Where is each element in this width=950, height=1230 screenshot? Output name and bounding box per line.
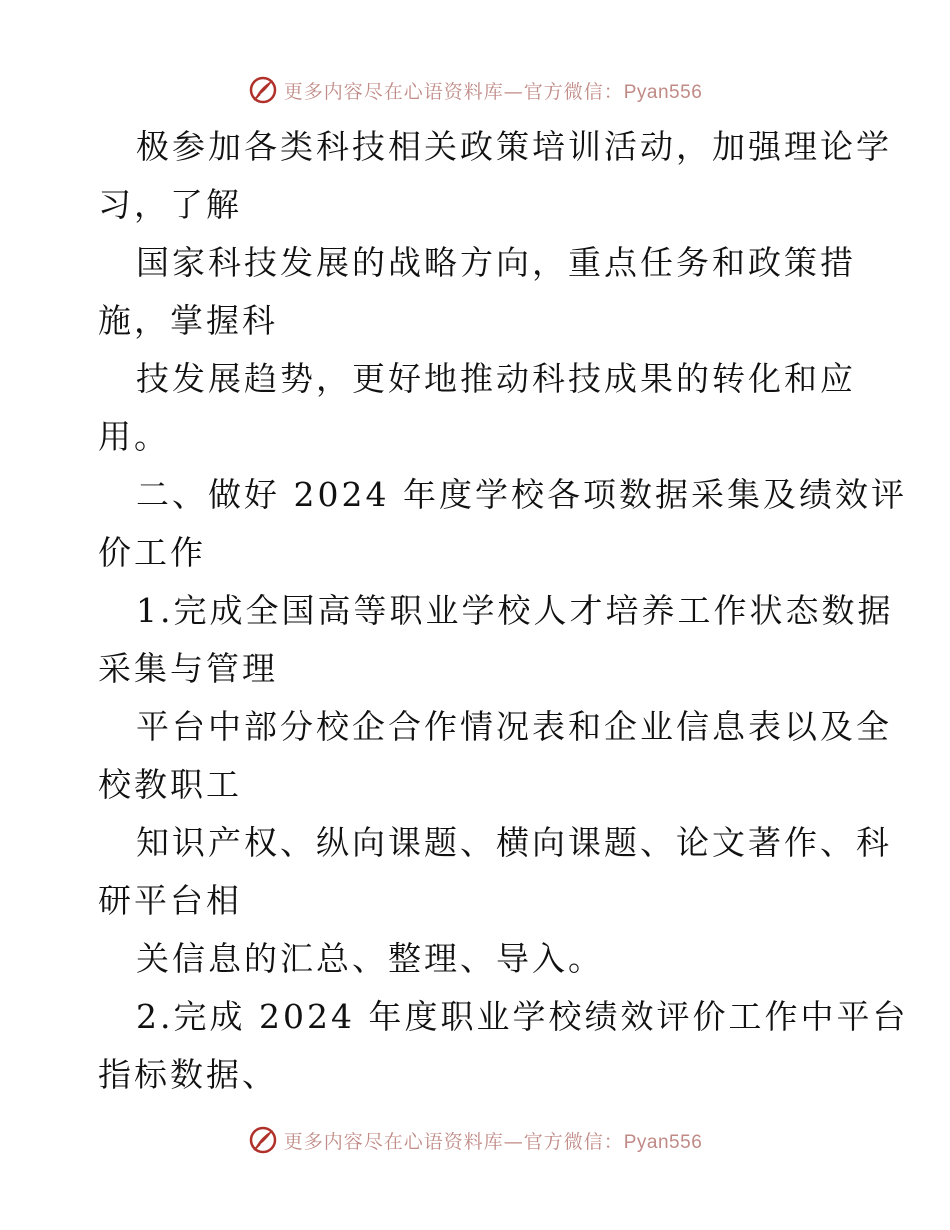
paragraph: 国家科技发展的战略方向，重点任务和政策措 施，掌握科 [98,243,856,340]
list-item: 1.完成全国高等职业学校人才培养工作状态数据 采集与管理 [98,591,894,688]
paragraph: 技发展趋势，更好地推动科技成果的转化和应 用。 [98,359,856,456]
watermark-text: 更多内容尽在心语资料库—官方微信：Pyan556 [283,1130,703,1153]
paragraph: 平台中部分校企合作情况表和企业信息表以及全 校教职工 [98,707,892,804]
paragraph: 知识产权、纵向课题、横向课题、论文著作、科 研平台相 [98,823,892,920]
list-item: 2.完成 2024 年度职业学校绩效评价工作中平台 指标数据、 [98,997,909,1094]
watermark-text: 更多内容尽在心语资料库—官方微信：Pyan556 [283,80,703,103]
header-watermark [0,70,950,110]
document-body [98,118,909,1104]
footer-watermark [0,1120,950,1160]
watermark-wechat-id: Pyan556 [623,81,703,103]
paragraph: 极参加各类科技相关政策培训活动，加强理论学 习，了解 [98,127,892,224]
paragraph: 关信息的汇总、整理、导入。 [136,939,604,978]
section-heading: 二、做好 2024 年度学校各项数据采集及绩效评 价工作 [98,475,907,572]
feather-pen-logo-icon [248,1125,278,1155]
watermark-wechat-id: Pyan556 [623,1131,703,1153]
feather-pen-logo-icon [248,75,278,105]
